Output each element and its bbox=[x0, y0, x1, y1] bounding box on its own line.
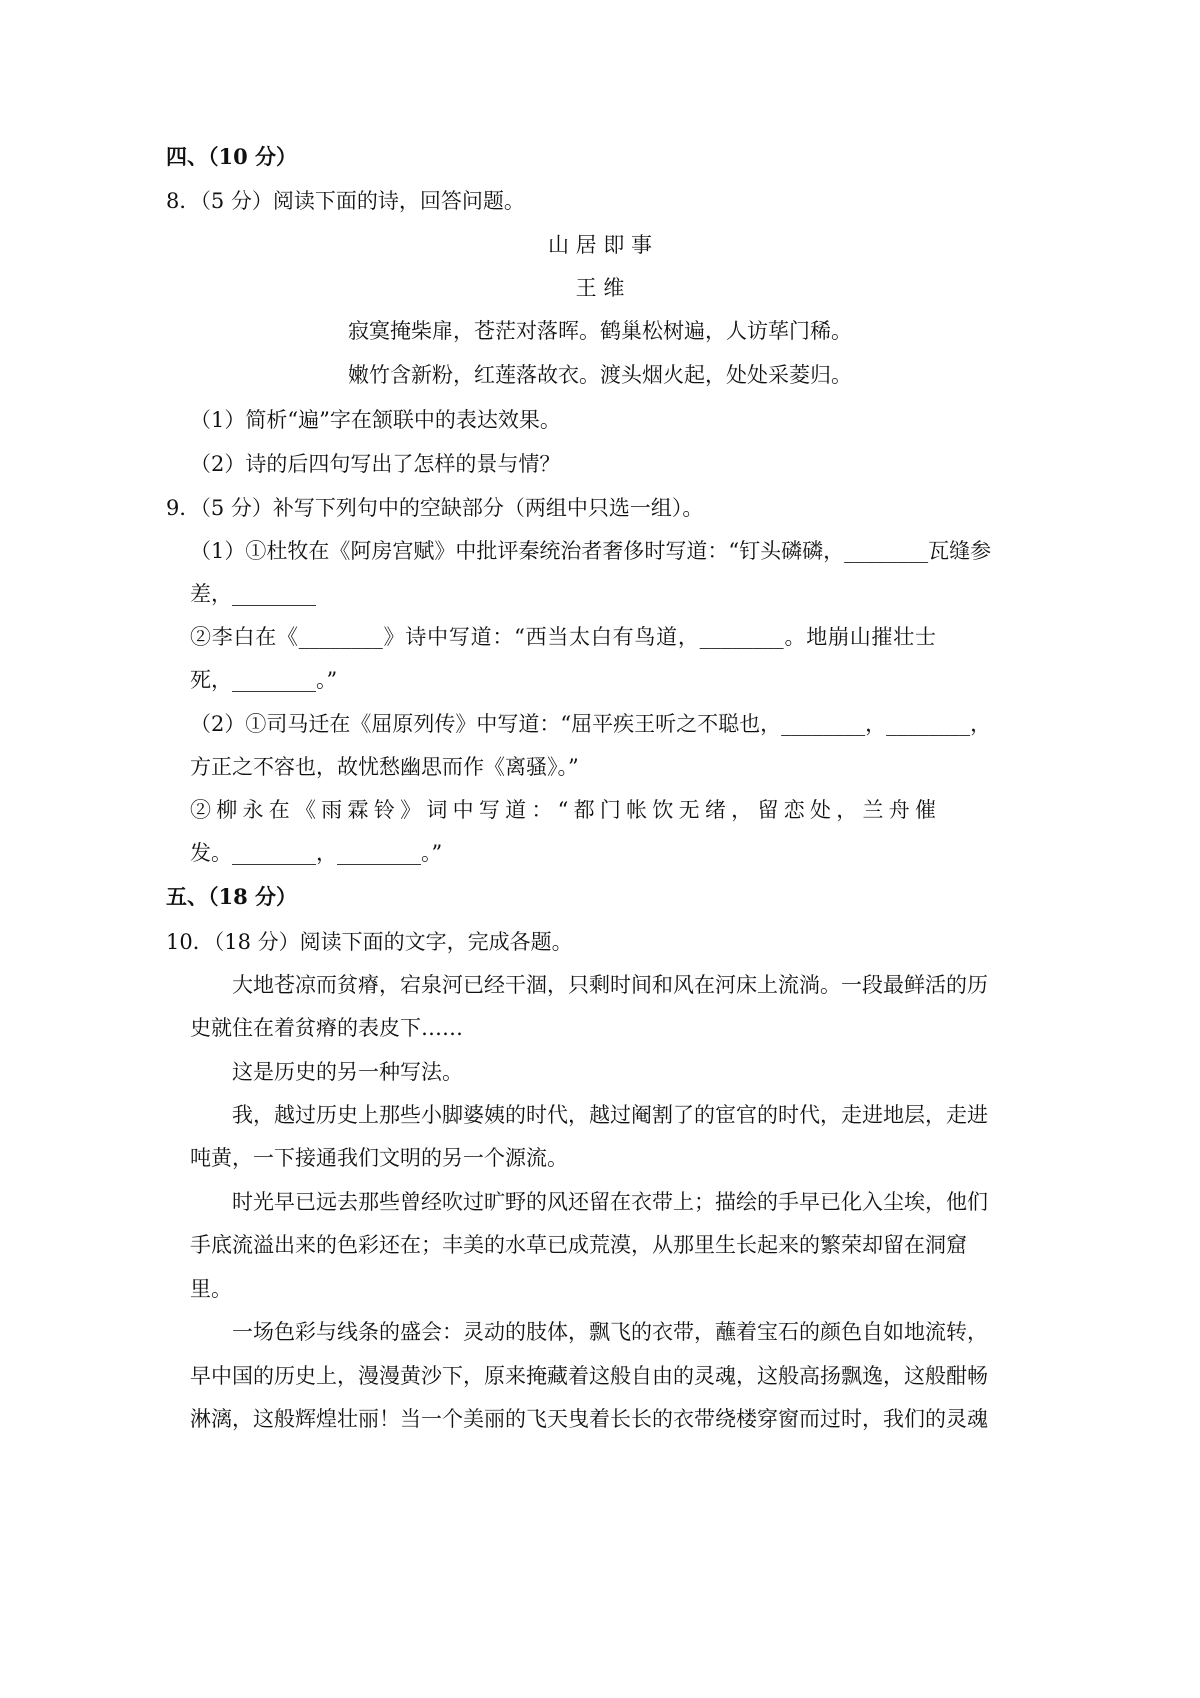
question-8-sub-1: （1）简析“遍”字在颔联中的表达效果。 bbox=[190, 408, 561, 432]
passage-p5-line3: 淋漓，这般辉煌壮丽！当一个美丽的飞天曳着长长的衣带绕楼穿窗而过时，我们的灵魂 bbox=[190, 1407, 988, 1431]
question-9-stem: 9．（5 分）补写下列句中的空缺部分（两组中只选一组）。 bbox=[166, 496, 704, 520]
question-9-group2-item1-line1: （2）①司马迁在《屈原列传》中写道：“屈平疾王听之不聪也，________，________， bbox=[190, 712, 992, 736]
passage-p4-line1: 时光早已远去那些曾经吹过旷野的风还留在衣带上；描绘的手早已化入尘埃，他们 bbox=[232, 1190, 988, 1214]
question-9-group1-item2-line2: 死，________。” bbox=[190, 668, 338, 692]
passage-p2-line1: 这是历史的另一种写法。 bbox=[232, 1060, 463, 1084]
question-9-group2-item2-line1: ②柳永在《雨霖铃》词中写道：“都门帐饮无绪，留恋处，兰舟催 bbox=[190, 798, 936, 822]
passage-p4-line3: 里。 bbox=[190, 1277, 232, 1301]
section-heading-5: 五、（18 分） bbox=[166, 884, 298, 909]
question-8-sub-2: （2）诗的后四句写出了怎样的景与情？ bbox=[190, 452, 561, 476]
question-9-group2-item1-line2: 方正之不容也，故忧愁幽思而作《离骚》。” bbox=[190, 755, 579, 779]
passage-p1-line2: 史就住在着贫瘠的表皮下…… bbox=[190, 1016, 463, 1040]
question-9-group2-item2-line2: 发。________，________。” bbox=[190, 841, 443, 865]
passage-p4-line2: 手底流溢出来的色彩还在；丰美的水草已成荒漠，从那里生长起来的繁荣却留在洞窟 bbox=[190, 1233, 967, 1257]
question-10-stem: 10．（18 分）阅读下面的文字，完成各题。 bbox=[166, 930, 573, 954]
passage-p3-line2: 吨黄，一下接通我们文明的另一个源流。 bbox=[190, 1146, 568, 1170]
passage-p3-line1: 我，越过历史上那些小脚婆姨的时代，越过阉割了的宦官的时代，走进地层，走进 bbox=[232, 1103, 988, 1127]
poem-author: 王 维 bbox=[575, 276, 625, 300]
poem-title: 山 居 即 事 bbox=[547, 233, 653, 257]
passage-p5-line2: 早中国的历史上，漫漫黄沙下，原来掩藏着这般自由的灵魂，这般高扬飘逸，这般酣畅 bbox=[190, 1364, 988, 1388]
question-9-group1-item1-line1: （1）①杜牧在《阿房宫赋》中批评秦统治者奢侈时写道：“钉头磷磷，________瓦缝参 bbox=[190, 539, 992, 563]
poem-line-2: 嫩竹含新粉，红莲落故衣。渡头烟火起，处处采菱归。 bbox=[348, 363, 852, 387]
question-9-group1-item2-line1: ②李白在《________》诗中写道：“西当太白有鸟道，________。地崩山摧壮士 bbox=[190, 625, 936, 649]
section-heading-4: 四、（10 分） bbox=[166, 144, 298, 169]
question-8-stem: 8．（5 分）阅读下面的诗，回答问题。 bbox=[166, 189, 525, 213]
passage-p1-line1: 大地苍凉而贫瘠，宕泉河已经干涸，只剩时间和风在河床上流淌。一段最鲜活的历 bbox=[232, 973, 988, 997]
passage-p5-line1: 一场色彩与线条的盛会：灵动的肢体，飘飞的衣带，蘸着宝石的颜色自如地流转， bbox=[232, 1320, 988, 1344]
poem-line-1: 寂寞掩柴扉，苍茫对落晖。鹤巢松树遍，人访荜门稀。 bbox=[348, 319, 852, 343]
question-9-group1-item1-line2: 差，________ bbox=[190, 582, 316, 606]
